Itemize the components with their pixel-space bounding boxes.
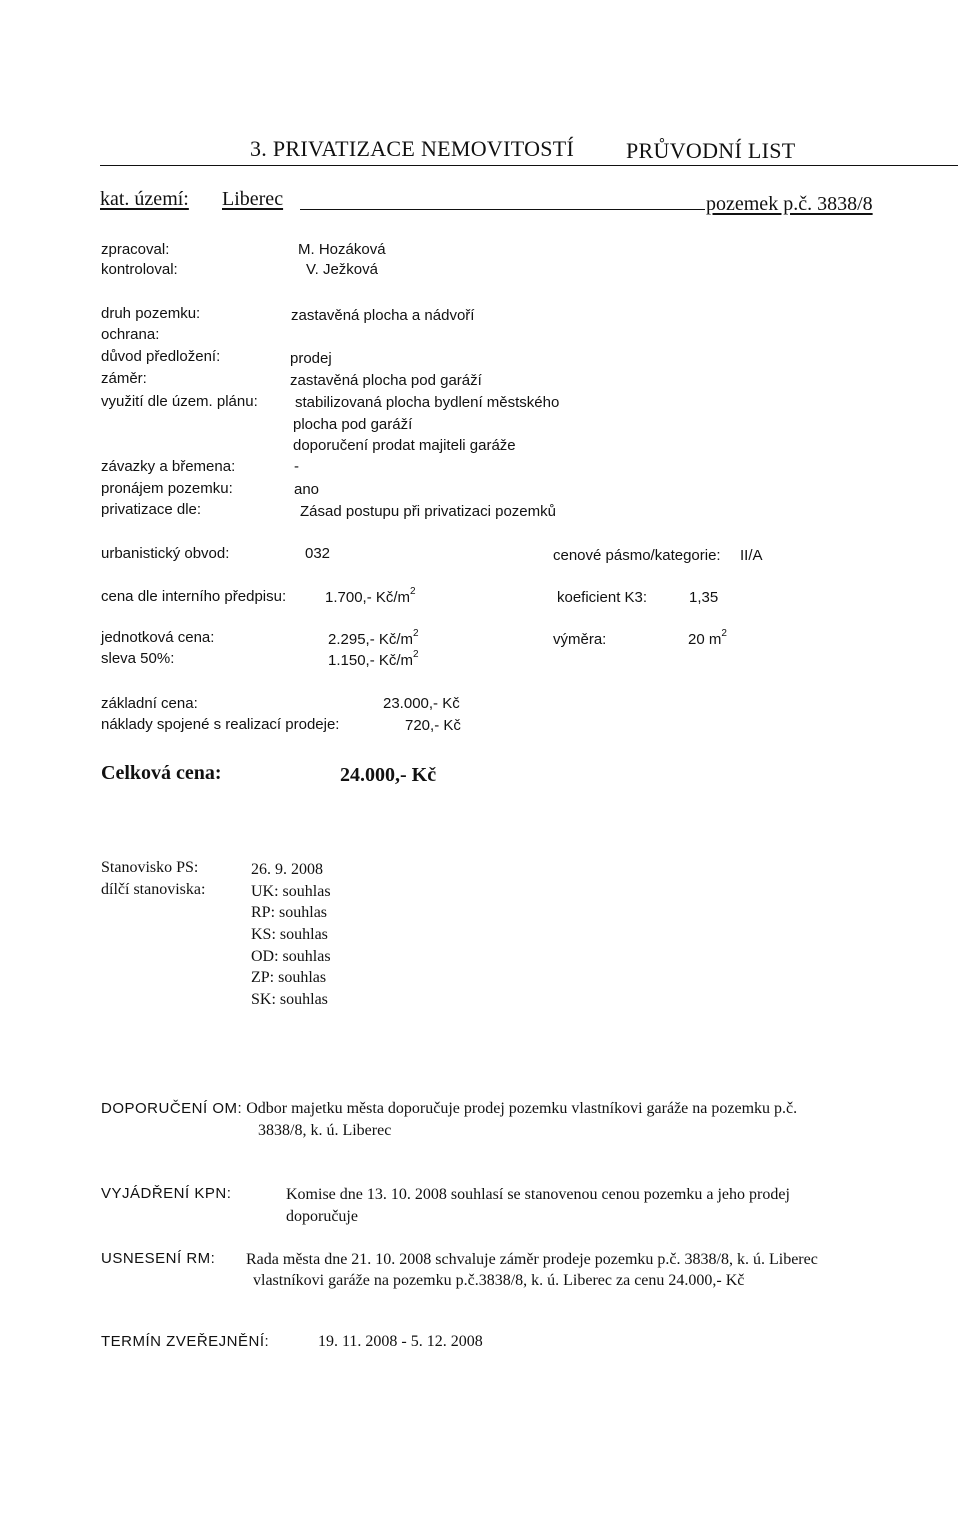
druh-label: druh pozemku:: [101, 305, 201, 322]
vyjadreni-label: VYJÁDŘENÍ KPN:: [101, 1185, 232, 1202]
dilci-item-zp: ZP: souhlas: [251, 969, 327, 986]
ps-value: 26. 9. 2008: [251, 861, 323, 878]
pronajem-value: ano: [294, 481, 320, 498]
privatizace-value: Zásad postupu při privatizaci pozemků: [300, 503, 556, 520]
vyuziti-value-2: plocha pod garáží: [293, 416, 413, 433]
doporuceni-line1: Odbor majetku města doporučuje prodej pozemku vlastníkovi garáže na pozemku p.č.: [246, 1100, 798, 1117]
dilci-item-rp: RP: souhlas: [251, 904, 328, 921]
vyuziti-value-1: stabilizovaná plocha bydlení městského: [295, 394, 560, 411]
zamer-value: zastavěná plocha pod garáží: [290, 372, 482, 389]
vymera-value: 20 $m^2$: [688, 628, 727, 648]
obvod-value: 032: [305, 545, 331, 562]
sleva-value: 1.150,- $Kč/m^2$: [328, 649, 419, 669]
document-subtitle: PRŮVODNÍ LIST: [626, 138, 796, 163]
sleva-unit-sup: 2: [413, 649, 419, 660]
pozemek-number: pozemek p.č. 3838/8: [706, 193, 873, 215]
zavazky-value: -: [294, 458, 299, 475]
obvod-label: urbanistický obvod:: [101, 545, 230, 562]
doporuceni-label: DOPORUČENÍ OM:: [101, 1100, 243, 1117]
vyjadreni-line1: Komise dne 13. 10. 2008 souhlasí se stanovenou cenou pozemku a jeho prodej: [286, 1186, 790, 1203]
zpracoval-value: M. Hozáková: [298, 241, 386, 258]
koef-value: 1,35: [689, 589, 719, 606]
dilci-item-od: OD: souhlas: [251, 948, 331, 965]
naklady-value: 720,- Kč: [405, 717, 461, 734]
termin-value: 19. 11. 2008 - 5. 12. 2008: [318, 1333, 483, 1350]
zakladni-label: základní cena:: [101, 695, 198, 712]
kontroloval-label: kontroloval:: [101, 261, 178, 278]
pronajem-label: pronájem pozemku:: [101, 480, 233, 497]
vymera-label: výměra:: [553, 631, 607, 648]
naklady-label: náklady spojené s realizací prodeje:: [101, 716, 340, 733]
kontroloval-value: V. Ježková: [306, 261, 378, 278]
duvod-label: důvod předložení:: [101, 348, 221, 365]
vyuziti-label: využití dle územ. plánu:: [101, 393, 258, 410]
jednotkova-unit-sup: 2: [413, 628, 419, 639]
usneseni-line1: Rada města dne 21. 10. 2008 schvaluje záměr prodeje pozemku p.č. 3838/8, k. ú. Liberec: [246, 1251, 818, 1268]
celkova-label: Celková cena:: [101, 762, 222, 784]
duvod-value: prodej: [290, 350, 332, 367]
interni-unit-sup: 2: [410, 586, 416, 597]
zakladni-value: 23.000,- Kč: [383, 695, 460, 712]
vyuziti-value-3: doporučení prodat majiteli garáže: [293, 437, 516, 454]
document-title: 3. PRIVATIZACE NEMOVITOSTÍ: [250, 136, 575, 161]
zpracoval-label: zpracoval:: [101, 241, 170, 258]
zamer-label: záměr:: [101, 370, 147, 387]
doporuceni-section: [101, 1098, 951, 1120]
pasmo-label: cenové pásmo/kategorie:: [553, 547, 721, 564]
kat-value: Liberec: [222, 188, 284, 210]
koef-label: koeficient K3:: [557, 589, 648, 606]
interni-label: cena dle interního předpisu:: [101, 588, 287, 605]
doporuceni-line2: 3838/8, k. ú. Liberec: [258, 1122, 392, 1139]
privatizace-label: privatizace dle:: [101, 501, 202, 518]
jednotkova-value: 2.295,- $Kč/m^2$: [328, 628, 419, 648]
celkova-value: 24.000,- Kč: [340, 764, 437, 786]
usneseni-line2: vlastníkovi garáže na pozemku p.č.3838/8, k. ú. Liberec za cenu 24.000,- Kč: [253, 1272, 745, 1289]
vyjadreni-line2: doporučuje: [286, 1208, 358, 1225]
usneseni-label: USNESENÍ RM:: [101, 1250, 216, 1267]
title-rule: [100, 165, 958, 166]
druh-value: zastavěná plocha a nádvoří: [291, 307, 475, 324]
termin-label: TERMÍN ZVEŘEJNĚNÍ:: [101, 1333, 270, 1350]
dilci-item-uk: UK: souhlas: [251, 883, 331, 900]
sleva-label: sleva 50%:: [101, 650, 175, 667]
kat-rule: [300, 209, 705, 210]
jednotkova-label: jednotková cena:: [101, 629, 215, 646]
dilci-item-ks: KS: souhlas: [251, 926, 328, 943]
ps-label: Stanovisko PS:: [101, 859, 199, 876]
ochrana-label: ochrana:: [101, 326, 160, 343]
dilci-label: dílčí stanoviska:: [101, 881, 206, 898]
zavazky-label: závazky a břemena:: [101, 458, 236, 475]
vymera-unit-sup: 2: [721, 628, 727, 639]
dilci-item-sk: SK: souhlas: [251, 991, 328, 1008]
interni-value: 1.700,- $Kč/m^2$: [325, 586, 416, 606]
kat-label: kat. území:: [100, 188, 189, 210]
pasmo-value: II/A: [740, 547, 763, 564]
